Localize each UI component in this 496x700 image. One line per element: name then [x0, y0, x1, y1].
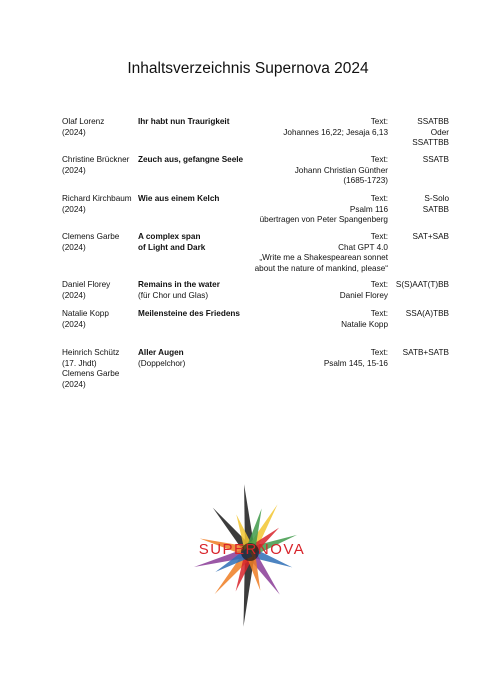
voicing — [387, 309, 449, 320]
text-source — [228, 232, 388, 274]
text-source — [228, 194, 388, 226]
composer — [62, 155, 138, 176]
voicing — [387, 155, 449, 166]
composer — [62, 232, 138, 253]
composer-line: (2024) — [62, 290, 86, 300]
voicing — [387, 117, 449, 149]
composer — [62, 348, 138, 390]
text-line: Johann Christian Günther — [294, 165, 388, 175]
text-line: Chat GPT 4.0 — [338, 242, 388, 252]
supernova-logo — [182, 482, 322, 632]
composer-line: Daniel Florey — [62, 280, 111, 289]
composer — [62, 117, 138, 138]
text-line: Text: — [370, 348, 388, 357]
work-title-line: Aller Augen — [138, 348, 184, 357]
work-title-line: of Light and Dark — [138, 242, 206, 252]
voicing — [387, 194, 449, 215]
text-line: Text: — [370, 309, 388, 318]
text-line: Text: — [370, 280, 388, 289]
voicing-line: S-Solo — [424, 194, 449, 203]
text-line: Psalm 145, 15-16 — [323, 358, 388, 368]
composer-line: Heinrich Schütz — [62, 348, 120, 357]
voicing-line: SATBB — [422, 204, 449, 214]
text-source — [228, 348, 388, 369]
composer-line: (2024) — [62, 165, 86, 175]
text-line: Text: — [370, 194, 388, 203]
work-subtitle: (für Chor und Glas) — [138, 290, 209, 300]
composer-line: (17. Jhdt) — [62, 358, 97, 368]
text-line: Psalm 116 — [349, 204, 388, 214]
text-source — [228, 309, 388, 330]
voicing-line: SSA(A)TBB — [405, 309, 449, 318]
composer — [62, 309, 138, 330]
composer-line: Olaf Lorenz — [62, 117, 105, 126]
composer-line: (2024) — [62, 127, 86, 137]
voicing-line: Oder — [430, 127, 449, 137]
text-source — [228, 155, 388, 187]
page-title: Inhaltsverzeichnis Supernova 2024 — [127, 60, 369, 77]
text-source — [228, 280, 388, 301]
work-title-line: Ihr habt nun Traurigkeit — [138, 117, 230, 126]
composer-line: (2024) — [62, 204, 86, 214]
voicing-line: SATB+SATB — [402, 348, 449, 357]
voicing-line: SSATB — [422, 155, 449, 164]
work-title-line: Meilensteine des Friedens — [138, 309, 240, 318]
supernova-star-graphic — [182, 482, 322, 632]
work-title-line: A complex span — [138, 232, 201, 241]
composer-line: Clemens Garbe — [62, 369, 120, 378]
voicing-line: SSATTBB — [412, 138, 449, 147]
composer-line: (2024) — [62, 319, 86, 329]
text-line: (1685-1723) — [343, 176, 388, 185]
text-line: übertragen von Peter Spangenberg — [259, 215, 388, 224]
composer — [62, 280, 138, 301]
composer-line: (2024) — [62, 242, 86, 252]
composer-line: Christine Brückner — [62, 155, 130, 164]
voicing-line: SSATBB — [417, 117, 449, 126]
voicing-line: S(S)AAT(T)BB — [395, 280, 449, 289]
composer — [62, 194, 138, 215]
work-title-line: Zeuch aus, gefangne Seele — [138, 155, 244, 164]
text-line: „Write me a Shakespearean sonnet — [259, 253, 388, 262]
text-line: Text: — [370, 232, 388, 241]
logo-wordmark: SUPERNOVA — [198, 541, 306, 558]
text-line: Johannes 16,22; Jesaja 6,13 — [283, 127, 388, 137]
voicing — [387, 348, 449, 359]
text-source — [228, 117, 388, 138]
composer-line: (2024) — [62, 379, 86, 389]
text-line: Daniel Florey — [339, 290, 388, 300]
text-line: about the nature of mankind, please“ — [254, 263, 388, 273]
text-line: Text: — [370, 117, 388, 126]
voicing-line: SAT+SAB — [412, 232, 449, 241]
text-line: Natalie Kopp — [341, 319, 388, 329]
voicing — [387, 280, 449, 291]
voicing — [387, 232, 449, 243]
composer-line: Natalie Kopp — [62, 309, 109, 318]
composer-line: Richard Kirchbaum — [62, 194, 132, 203]
work-title-line: Remains in the water — [138, 280, 220, 289]
composer-line: Clemens Garbe — [62, 232, 120, 241]
text-line: Text: — [370, 155, 388, 164]
work-title-line: Wie aus einem Kelch — [138, 194, 220, 203]
work-subtitle: (Doppelchor) — [138, 358, 186, 368]
